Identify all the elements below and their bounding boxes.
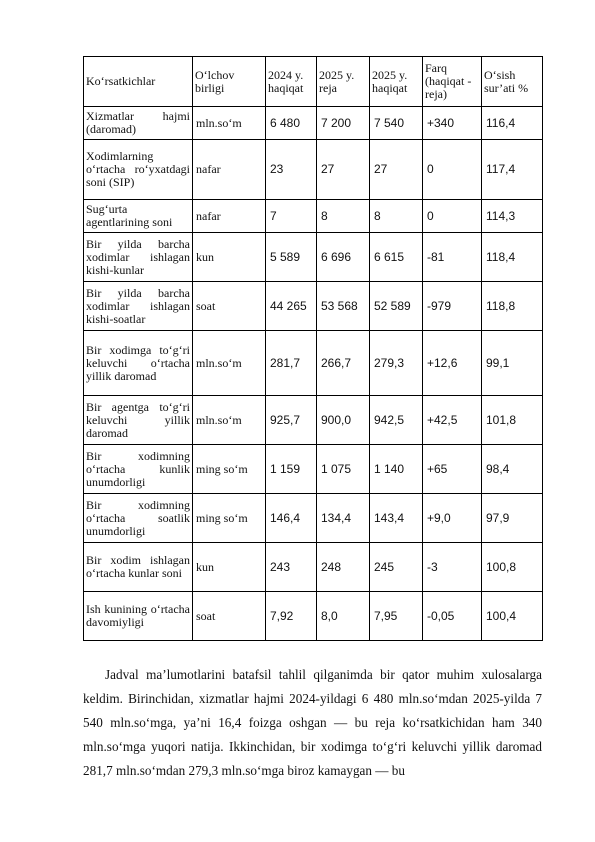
unit-cell: soat bbox=[193, 592, 266, 641]
indicator-name-cell: Bir xodim ishlagan o‘rtacha kunlar soni bbox=[84, 543, 193, 592]
value-cell: 8 bbox=[317, 200, 370, 233]
value-cell: 7 bbox=[266, 200, 317, 233]
header-cell: O‘lchov birligi bbox=[193, 57, 266, 107]
header-cell: 2024 y. haqiqat bbox=[266, 57, 317, 107]
indicator-name-cell: Bir yilda barcha xodimlar ishlagan kishi-kunlar bbox=[84, 233, 193, 282]
header-cell: 2025 y. haqiqat bbox=[370, 57, 423, 107]
value-cell: 97,9 bbox=[482, 494, 543, 543]
value-cell: 114,3 bbox=[482, 200, 543, 233]
value-cell: 1 140 bbox=[370, 445, 423, 494]
value-cell: 8 bbox=[370, 200, 423, 233]
table-row bbox=[84, 233, 543, 282]
value-cell: 900,0 bbox=[317, 396, 370, 445]
value-cell: 243 bbox=[266, 543, 317, 592]
value-cell: 0 bbox=[423, 140, 482, 200]
unit-cell: ming so‘m bbox=[193, 494, 266, 543]
value-cell: 101,8 bbox=[482, 396, 543, 445]
table-row bbox=[84, 107, 543, 140]
analysis-paragraph: Jadval ma’lumotlarini batafsil tahlil qilganimda bir qator muhim xulosalarga keldim. Birinchidan, xizmatlar hajmi 2024-yildagi 6 480 mln.so‘mdan 2025-yilda 7 540 mln.so‘mga, ya’ni 16,4 foizga oshgan — bu reja ko‘rsatkichidan ham 340 mln.so‘mga yuqori natija. Ikkinchidan, bir xodimga to‘g‘ri keluvchi yillik daromad 281,7 mln.so‘mdan 279,3 mln.so‘mga biroz kamaygan — bu bbox=[83, 667, 542, 778]
indicator-name-cell: Bir xodimga to‘g‘ri keluvchi o‘rtacha yillik daromad bbox=[84, 331, 193, 396]
table-row bbox=[84, 543, 543, 592]
value-cell: 52 589 bbox=[370, 282, 423, 331]
indicator-name-cell: Sug‘urta agentlarining soni bbox=[84, 200, 193, 233]
unit-cell: mln.so‘m bbox=[193, 107, 266, 140]
value-cell: -0,05 bbox=[423, 592, 482, 641]
indicator-name-cell: Bir yilda barcha xodimlar ishlagan kishi-soatlar bbox=[84, 282, 193, 331]
table-row bbox=[84, 331, 543, 396]
value-cell: 925,7 bbox=[266, 396, 317, 445]
value-cell: 6 615 bbox=[370, 233, 423, 282]
value-cell: +42,5 bbox=[423, 396, 482, 445]
value-cell: 98,4 bbox=[482, 445, 543, 494]
value-cell: 5 589 bbox=[266, 233, 317, 282]
value-cell: 100,8 bbox=[482, 543, 543, 592]
value-cell: 8,0 bbox=[317, 592, 370, 641]
table-row bbox=[84, 200, 543, 233]
value-cell: 27 bbox=[317, 140, 370, 200]
header-cell: O‘sish sur’ati % bbox=[482, 57, 543, 107]
indicator-name-cell: Ish kunining o‘rtacha davomiyligi bbox=[84, 592, 193, 641]
value-cell: 143,4 bbox=[370, 494, 423, 543]
table-row bbox=[84, 445, 543, 494]
value-cell: 942,5 bbox=[370, 396, 423, 445]
header-cell: Farq (haqiqat -reja) bbox=[423, 57, 482, 107]
unit-cell: mln.so‘m bbox=[193, 396, 266, 445]
indicator-name-cell: Bir xodimning o‘rtacha soatlik unumdorligi bbox=[84, 494, 193, 543]
unit-cell: mln.so‘m bbox=[193, 331, 266, 396]
table-row bbox=[84, 396, 543, 445]
value-cell: 7,92 bbox=[266, 592, 317, 641]
table-header-row bbox=[84, 57, 543, 107]
unit-cell: kun bbox=[193, 543, 266, 592]
value-cell: 23 bbox=[266, 140, 317, 200]
header-cell: 2025 y. reja bbox=[317, 57, 370, 107]
value-cell: -81 bbox=[423, 233, 482, 282]
value-cell: 248 bbox=[317, 543, 370, 592]
indicator-name-cell: Xizmatlar hajmi (daromad) bbox=[84, 107, 193, 140]
value-cell: -3 bbox=[423, 543, 482, 592]
value-cell: 146,4 bbox=[266, 494, 317, 543]
unit-cell: soat bbox=[193, 282, 266, 331]
value-cell: 27 bbox=[370, 140, 423, 200]
header-cell: Ko‘rsatkichlar bbox=[84, 57, 193, 107]
value-cell: +9,0 bbox=[423, 494, 482, 543]
value-cell: 118,8 bbox=[482, 282, 543, 331]
value-cell: 134,4 bbox=[317, 494, 370, 543]
value-cell: 245 bbox=[370, 543, 423, 592]
indicator-name-cell: Bir xodimning o‘rtacha kunlik unumdorligi bbox=[84, 445, 193, 494]
indicator-name-cell: Xodimlarning o‘rtacha ro‘yxatdagi soni (SIP) bbox=[84, 140, 193, 200]
table-row bbox=[84, 282, 543, 331]
indicator-name-cell: Bir agentga to‘g‘ri keluvchi yillik daromad bbox=[84, 396, 193, 445]
unit-cell: ming so‘m bbox=[193, 445, 266, 494]
value-cell: +12,6 bbox=[423, 331, 482, 396]
table-row bbox=[84, 140, 543, 200]
value-cell: 279,3 bbox=[370, 331, 423, 396]
value-cell: 7,95 bbox=[370, 592, 423, 641]
value-cell: 6 480 bbox=[266, 107, 317, 140]
value-cell: 266,7 bbox=[317, 331, 370, 396]
table-row bbox=[84, 494, 543, 543]
value-cell: -979 bbox=[423, 282, 482, 331]
value-cell: 117,4 bbox=[482, 140, 543, 200]
value-cell: 1 075 bbox=[317, 445, 370, 494]
value-cell: 7 200 bbox=[317, 107, 370, 140]
value-cell: 53 568 bbox=[317, 282, 370, 331]
value-cell: +65 bbox=[423, 445, 482, 494]
value-cell: +340 bbox=[423, 107, 482, 140]
value-cell: 0 bbox=[423, 200, 482, 233]
unit-cell: kun bbox=[193, 233, 266, 282]
value-cell: 116,4 bbox=[482, 107, 543, 140]
value-cell: 1 159 bbox=[266, 445, 317, 494]
indicators-table bbox=[83, 56, 543, 641]
table-row bbox=[84, 592, 543, 641]
value-cell: 6 696 bbox=[317, 233, 370, 282]
unit-cell: nafar bbox=[193, 200, 266, 233]
value-cell: 44 265 bbox=[266, 282, 317, 331]
value-cell: 118,4 bbox=[482, 233, 543, 282]
value-cell: 7 540 bbox=[370, 107, 423, 140]
value-cell: 99,1 bbox=[482, 331, 543, 396]
value-cell: 100,4 bbox=[482, 592, 543, 641]
value-cell: 281,7 bbox=[266, 331, 317, 396]
unit-cell: nafar bbox=[193, 140, 266, 200]
